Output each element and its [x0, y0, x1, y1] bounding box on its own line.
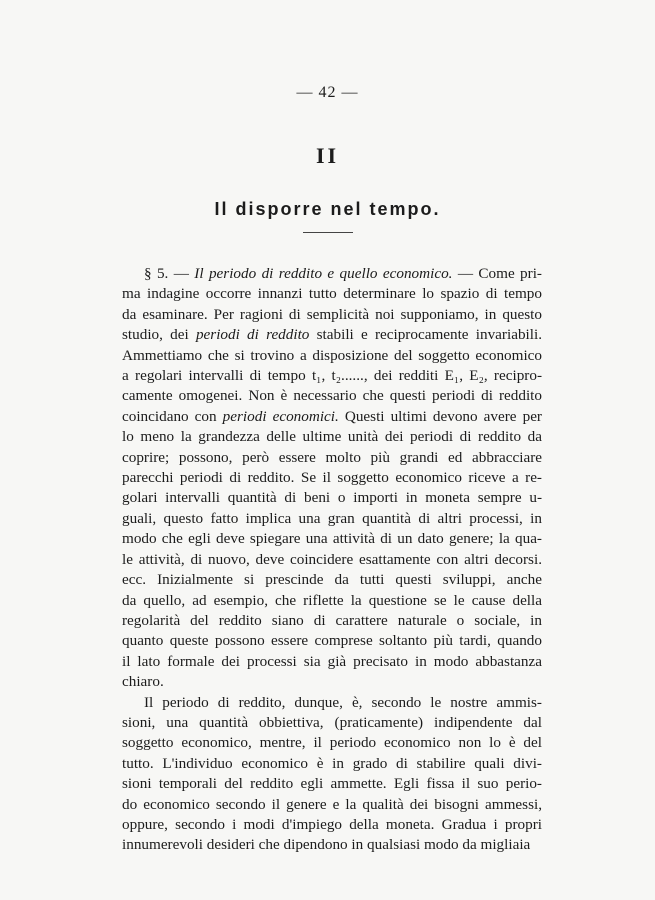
- text-line: [122, 529, 542, 549]
- text-segment: soggetto economico, mentre, il periodo economico non lo è del: [122, 734, 542, 752]
- text-line: [122, 264, 542, 284]
- text-line: [122, 366, 542, 386]
- title-divider: [303, 232, 353, 233]
- text-segment: a regolari intervalli di tempo t₁, t₂......, dei redditi E₁, E₂, recipro-: [122, 367, 542, 385]
- text-line: [122, 468, 542, 488]
- text-segment: il lato formale dei processi sia già precisato in modo abbastanza: [122, 652, 542, 670]
- text-line: [122, 305, 542, 325]
- page-number: — 42 —: [296, 84, 359, 101]
- text-segment: regolarità del reddito siano di carattere naturale o sociale, in: [122, 611, 542, 629]
- text-line: [122, 284, 542, 304]
- paragraph: [122, 264, 542, 693]
- text-line: [122, 591, 542, 611]
- text-segment: oppure, secondo i modi d'impiego della moneta. Gradua i propri: [122, 815, 542, 833]
- body-text: [122, 264, 542, 856]
- text-segment: quanto queste possono essere comprese soltanto più tardi, quando: [122, 632, 542, 650]
- text-segment: da esaminare. Per ragioni di semplicità noi supponiamo, in questo: [122, 305, 542, 323]
- text-line: [122, 631, 542, 651]
- text-line: [122, 815, 542, 835]
- text-line: [122, 611, 542, 631]
- text-line: [122, 346, 542, 366]
- text-segment: studio, dei: [122, 326, 196, 344]
- text-segment: stabili e reciprocamente invariabili.: [309, 326, 542, 344]
- text-segment: chiaro.: [122, 673, 164, 691]
- text-line: [122, 488, 542, 508]
- text-line: [122, 448, 542, 468]
- text-segment: Questi ultimi devono avere per: [338, 407, 542, 425]
- text-segment: parecchi periodi di reddito. Se il soggetto economico riceve a re-: [122, 469, 542, 487]
- text-segment: guali, questo fatto implica una gran quantità di altri processi, in: [122, 509, 542, 527]
- text-line: [122, 550, 542, 570]
- text-segment: modo che egli deve spiegare una attività di un dato genere; la qua-: [122, 530, 542, 548]
- text-line: [122, 386, 542, 406]
- text-segment: ecc. Inizialmente si prescinde da tutti questi sviluppi, anche: [122, 571, 542, 589]
- text-segment: le attività, di nuovo, deve coincidere esattamente con altri decorsi.: [122, 550, 542, 568]
- text-segment: tutto. L'individuo economico è in grado di stabilire quali divi-: [122, 754, 542, 772]
- text-segment: — Come pri-: [452, 265, 542, 282]
- paragraph: [122, 693, 542, 856]
- text-line: [122, 325, 542, 345]
- text-line: [122, 754, 542, 774]
- italic-term: Il periodo di reddito e quello economico.: [194, 265, 453, 282]
- text-line: [122, 407, 542, 427]
- text-segment: Ammettiamo che si trovino a disposizione del soggetto economico: [122, 346, 542, 364]
- text-segment: ma indagine occorre innanzi tutto determinare lo spazio di tempo: [122, 285, 542, 303]
- chapter-number: II: [315, 143, 340, 168]
- text-segment: sioni, una quantità obbiettiva, (praticamente) indipendente dal: [122, 713, 542, 731]
- text-segment: do economico secondo il genere e la qualità dei bisogni ammessi,: [122, 795, 542, 813]
- text-line: [122, 795, 542, 815]
- text-line: [122, 774, 542, 794]
- text-line: [122, 835, 542, 855]
- text-line: [122, 693, 542, 713]
- text-segment: Il periodo di reddito, dunque, è, secondo le nostre ammis-: [144, 693, 542, 711]
- text-line: [122, 427, 542, 447]
- text-line: [122, 570, 542, 590]
- text-line: [122, 652, 542, 672]
- text-segment: sioni temporali del reddito egli ammette. Egli fissa il suo perio-: [122, 775, 542, 793]
- text-segment: lo meno la grandezza delle ultime unità dei periodi di reddito da: [122, 428, 542, 446]
- italic-term: periodi economici.: [222, 407, 339, 425]
- chapter-title: Il disporre nel tempo.: [214, 199, 441, 219]
- text-segment: innumerevoli desideri che dipendono in qualsiasi modo da migliaia: [122, 836, 531, 854]
- text-segment: coincidano con: [122, 407, 223, 425]
- text-segment: coprire; possono, però essere molto più grandi ed abbracciare: [122, 448, 542, 466]
- italic-term: periodi di reddito: [195, 326, 310, 344]
- text-segment: § 5. —: [144, 265, 195, 282]
- text-line: [122, 733, 542, 753]
- text-segment: da quello, ad esempio, che riflette la questione se le cause della: [122, 591, 542, 609]
- text-segment: golari intervalli quantità di beni o importi in moneta sempre u-: [122, 489, 542, 507]
- text-segment: camente omogenei. Non è necessario che questi periodi di reddito: [122, 387, 542, 405]
- text-line: [122, 713, 542, 733]
- text-line: [122, 509, 542, 529]
- text-line: [122, 672, 542, 692]
